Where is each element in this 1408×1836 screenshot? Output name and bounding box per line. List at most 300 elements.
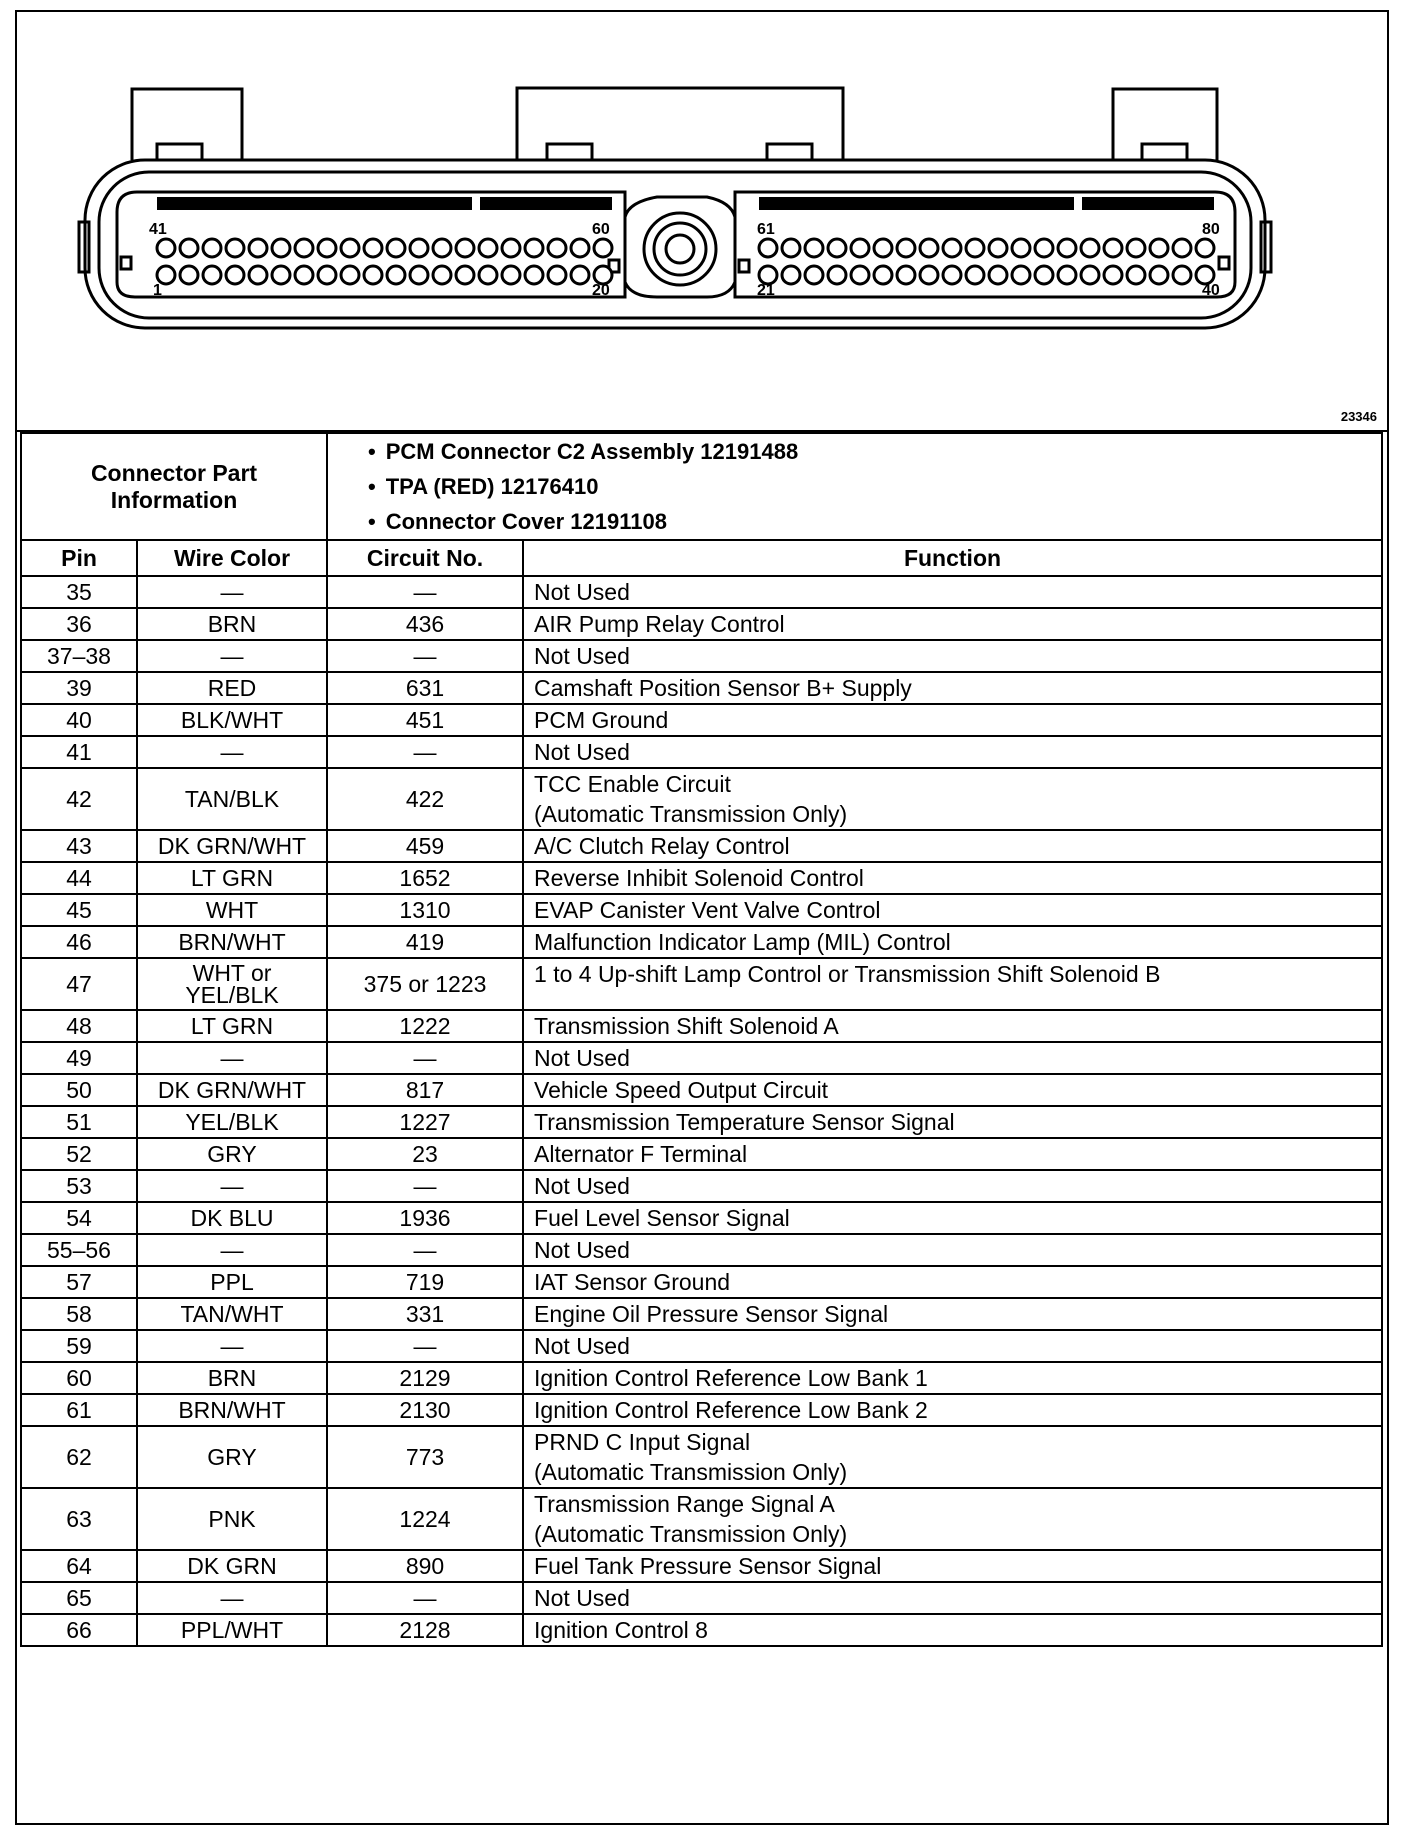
- pin-hole: [318, 266, 336, 284]
- pin-hole: [272, 239, 290, 257]
- connector-info-row: [21, 433, 1382, 540]
- function-line: (Automatic Transmission Only): [534, 801, 848, 827]
- circuit-cell: —: [327, 1582, 523, 1614]
- wire-color-line: BRN: [207, 1365, 257, 1391]
- pin-hole: [1104, 239, 1122, 257]
- wire-color-line: DK BLU: [190, 1205, 274, 1231]
- function-cell: [523, 1362, 1382, 1394]
- pin-cell: 41: [21, 736, 137, 768]
- table-row: [21, 640, 1382, 672]
- pin-cell: 66: [21, 1614, 137, 1646]
- pin-hole: [782, 239, 800, 257]
- table-row: [21, 704, 1382, 736]
- function-line: Not Used: [534, 579, 630, 605]
- wire-color-cell: [137, 1202, 327, 1234]
- wire-color-line: YEL/BLK: [185, 982, 279, 1008]
- function-line: Not Used: [534, 1237, 630, 1263]
- pin-cell: 45: [21, 894, 137, 926]
- pin-label-40: 40: [1202, 282, 1220, 299]
- pin-hole: [966, 266, 984, 284]
- circuit-cell: 817: [327, 1074, 523, 1106]
- column-header-circuit: Circuit No.: [327, 540, 523, 576]
- pin-cell: 61: [21, 1394, 137, 1426]
- connector-diagram: [17, 12, 1387, 432]
- connector-pinout-table: [20, 432, 1383, 1647]
- pin-hole: [226, 266, 244, 284]
- pin-hole: [456, 266, 474, 284]
- circuit-cell: 419: [327, 926, 523, 958]
- pin-label-61: 61: [757, 221, 775, 238]
- table-row: [21, 1138, 1382, 1170]
- pin-cell: 44: [21, 862, 137, 894]
- circuit-cell: 890: [327, 1550, 523, 1582]
- pin-hole: [295, 239, 313, 257]
- function-cell: [523, 894, 1382, 926]
- pin-hole: [1035, 239, 1053, 257]
- pin-cell: 48: [21, 1010, 137, 1042]
- table-row: [21, 1106, 1382, 1138]
- pin-hole: [1150, 266, 1168, 284]
- circuit-cell: 1227: [327, 1106, 523, 1138]
- pin-hole: [203, 266, 221, 284]
- function-cell: [523, 672, 1382, 704]
- pin-label-1: 1: [153, 282, 162, 299]
- table-row: [21, 1298, 1382, 1330]
- pin-hole: [249, 266, 267, 284]
- pin-hole: [364, 266, 382, 284]
- pin-hole: [920, 266, 938, 284]
- function-line: Not Used: [534, 1333, 630, 1359]
- pin-hole: [203, 239, 221, 257]
- function-line: Fuel Level Sensor Signal: [534, 1205, 790, 1231]
- function-cell: [523, 830, 1382, 862]
- wire-color-line: PNK: [208, 1506, 256, 1532]
- pin-hole: [1035, 266, 1053, 284]
- circuit-cell: 1936: [327, 1202, 523, 1234]
- pin-cell: 58: [21, 1298, 137, 1330]
- pin-hole: [479, 266, 497, 284]
- function-cell: [523, 1550, 1382, 1582]
- function-cell: [523, 1010, 1382, 1042]
- pin-hole: [341, 266, 359, 284]
- wire-color-line: WHT: [205, 897, 259, 923]
- function-cell: [523, 1234, 1382, 1266]
- pin-hole: [1196, 239, 1214, 257]
- wire-color-line: WHT or: [192, 960, 272, 986]
- circuit-cell: 422: [327, 768, 523, 830]
- wire-color-line: —: [220, 1173, 244, 1199]
- table-row: [21, 1614, 1382, 1646]
- pin-label-41: 41: [149, 221, 167, 238]
- pin-hole: [1081, 239, 1099, 257]
- function-cell: [523, 640, 1382, 672]
- pin-cell: 55–56: [21, 1234, 137, 1266]
- pin-hole: [548, 266, 566, 284]
- wire-color-cell: [137, 830, 327, 862]
- pin-hole: [1081, 266, 1099, 284]
- pin-hole: [759, 239, 777, 257]
- pin-cell: 36: [21, 608, 137, 640]
- pin-cell: 47: [21, 958, 137, 1010]
- wire-color-cell: [137, 640, 327, 672]
- wire-color-line: PPL/WHT: [180, 1617, 284, 1643]
- wire-color-cell: [137, 926, 327, 958]
- pinout-rows: [21, 576, 1382, 1646]
- function-line: Not Used: [534, 643, 630, 669]
- circuit-cell: 1224: [327, 1488, 523, 1550]
- pin-hole: [1012, 239, 1030, 257]
- table-row: [21, 1362, 1382, 1394]
- circuit-cell: 1310: [327, 894, 523, 926]
- pin-hole: [782, 266, 800, 284]
- wire-color-line: TAN/BLK: [184, 786, 280, 812]
- function-cell: [523, 576, 1382, 608]
- wire-color-cell: [137, 768, 327, 830]
- connector-info-item: • PCM Connector C2 Assembly 12191488: [368, 434, 1371, 469]
- wire-color-line: —: [220, 1585, 244, 1611]
- pin-hole: [410, 266, 428, 284]
- pin-hole: [180, 239, 198, 257]
- wire-color-cell: [137, 1106, 327, 1138]
- circuit-cell: 23: [327, 1138, 523, 1170]
- table-row: [21, 1042, 1382, 1074]
- table-row: [21, 1170, 1382, 1202]
- pin-hole: [1127, 239, 1145, 257]
- pin-hole: [433, 239, 451, 257]
- function-line: Camshaft Position Sensor B+ Supply: [534, 675, 912, 701]
- wire-color-line: RED: [207, 675, 257, 701]
- wire-color-cell: [137, 1582, 327, 1614]
- pin-hole: [456, 239, 474, 257]
- wire-color-line: DK GRN/WHT: [157, 833, 307, 859]
- function-line: Transmission Range Signal A: [534, 1491, 835, 1517]
- pin-cell: 49: [21, 1042, 137, 1074]
- function-line: Malfunction Indicator Lamp (MIL) Control: [534, 929, 951, 955]
- document-sheet: [15, 10, 1389, 1825]
- function-line: Fuel Tank Pressure Sensor Signal: [534, 1553, 882, 1579]
- connector-info-list: [327, 433, 1382, 540]
- pin-cell: 35: [21, 576, 137, 608]
- pin-cell: 62: [21, 1426, 137, 1488]
- wire-color-cell: [137, 1362, 327, 1394]
- pin-hole: [1150, 239, 1168, 257]
- wire-color-cell: [137, 1488, 327, 1550]
- function-line: Not Used: [534, 1173, 630, 1199]
- circuit-cell: —: [327, 640, 523, 672]
- wire-color-cell: [137, 1550, 327, 1582]
- pin-cell: 39: [21, 672, 137, 704]
- function-line: Not Used: [534, 1585, 630, 1611]
- pin-label-80: 80: [1202, 221, 1220, 238]
- table-row: [21, 736, 1382, 768]
- function-line: Not Used: [534, 1045, 630, 1071]
- pin-cell: 52: [21, 1138, 137, 1170]
- wire-color-cell: [137, 1394, 327, 1426]
- function-line: Transmission Shift Solenoid A: [534, 1013, 839, 1039]
- connector-info-item: • Connector Cover 12191108: [368, 504, 1371, 539]
- function-line: Reverse Inhibit Solenoid Control: [534, 865, 864, 891]
- function-line: Vehicle Speed Output Circuit: [534, 1077, 829, 1103]
- function-cell: [523, 608, 1382, 640]
- function-line: Not Used: [534, 739, 630, 765]
- column-header-wire-color: Wire Color: [137, 540, 327, 576]
- pin-cell: 43: [21, 830, 137, 862]
- function-line: (Automatic Transmission Only): [534, 1459, 848, 1485]
- wire-color-cell: [137, 1010, 327, 1042]
- wire-color-line: BRN/WHT: [178, 929, 286, 955]
- pin-label-60: 60: [592, 221, 610, 238]
- pin-hole: [943, 266, 961, 284]
- pin-hole: [851, 239, 869, 257]
- circuit-cell: —: [327, 736, 523, 768]
- connector-info-label: [21, 433, 327, 540]
- wire-color-cell: [137, 1170, 327, 1202]
- function-line: A/C Clutch Relay Control: [534, 833, 790, 859]
- pin-label-20: 20: [592, 282, 610, 299]
- function-line: PCM Ground: [534, 707, 669, 733]
- pin-cell: 50: [21, 1074, 137, 1106]
- table-row: [21, 1394, 1382, 1426]
- pin-hole: [1058, 239, 1076, 257]
- pin-hole: [571, 239, 589, 257]
- pin-cell: 64: [21, 1550, 137, 1582]
- wire-color-cell: [137, 1266, 327, 1298]
- pin-hole: [548, 239, 566, 257]
- wire-color-line: —: [220, 579, 244, 605]
- function-cell: [523, 1138, 1382, 1170]
- pin-hole: [920, 239, 938, 257]
- pin-hole: [897, 266, 915, 284]
- pin-hole: [1127, 266, 1145, 284]
- table-row: [21, 958, 1382, 1010]
- function-line: (Automatic Transmission Only): [534, 1521, 848, 1547]
- wire-color-cell: [137, 1074, 327, 1106]
- circuit-cell: 2128: [327, 1614, 523, 1646]
- wire-color-line: LT GRN: [190, 865, 274, 891]
- wire-color-cell: [137, 1426, 327, 1488]
- pcm-connector-drawing: [17, 12, 1387, 430]
- wire-color-cell: [137, 1614, 327, 1646]
- wire-color-cell: [137, 736, 327, 768]
- function-cell: [523, 1106, 1382, 1138]
- pin-hole: [1058, 266, 1076, 284]
- pin-cell: 60: [21, 1362, 137, 1394]
- function-line: Ignition Control 8: [534, 1617, 708, 1643]
- function-cell: [523, 736, 1382, 768]
- function-line: Alternator F Terminal: [534, 1141, 748, 1167]
- wire-color-cell: [137, 704, 327, 736]
- table-row: [21, 672, 1382, 704]
- wire-color-line: BLK/WHT: [180, 707, 284, 733]
- function-line: EVAP Canister Vent Valve Control: [534, 897, 881, 923]
- connector-info-item: • TPA (RED) 12176410: [368, 469, 1371, 504]
- wire-color-line: BRN: [207, 611, 257, 637]
- function-cell: [523, 1330, 1382, 1362]
- table-row: [21, 830, 1382, 862]
- pin-hole: [943, 239, 961, 257]
- function-cell: [523, 1582, 1382, 1614]
- pin-cell: 63: [21, 1488, 137, 1550]
- pin-hole: [1173, 266, 1191, 284]
- wire-color-cell: [137, 958, 327, 1010]
- pin-hole: [180, 266, 198, 284]
- circuit-cell: 375 or 1223: [327, 958, 523, 1010]
- circuit-cell: 459: [327, 830, 523, 862]
- circuit-cell: —: [327, 1234, 523, 1266]
- table-row: [21, 1488, 1382, 1550]
- pin-hole: [1173, 239, 1191, 257]
- pin-hole: [272, 266, 290, 284]
- wire-color-line: —: [220, 1237, 244, 1263]
- wire-color-line: DK GRN/WHT: [157, 1077, 307, 1103]
- circuit-cell: 631: [327, 672, 523, 704]
- column-header-function: Function: [523, 540, 1382, 576]
- wire-color-line: DK GRN: [187, 1553, 277, 1579]
- pin-hole: [897, 239, 915, 257]
- pin-hole: [805, 266, 823, 284]
- function-cell: [523, 1170, 1382, 1202]
- wire-color-line: PPL: [210, 1269, 254, 1295]
- wire-color-line: TAN/WHT: [180, 1301, 284, 1327]
- circuit-cell: 436: [327, 608, 523, 640]
- pin-hole: [989, 239, 1007, 257]
- function-line: AIR Pump Relay Control: [534, 611, 785, 637]
- pin-cell: 51: [21, 1106, 137, 1138]
- pin-hole: [318, 239, 336, 257]
- wire-color-cell: [137, 1330, 327, 1362]
- pin-hole: [249, 239, 267, 257]
- pin-hole: [479, 239, 497, 257]
- function-cell: [523, 1614, 1382, 1646]
- pin-hole: [502, 239, 520, 257]
- pin-label-21: 21: [757, 282, 775, 299]
- circuit-cell: 719: [327, 1266, 523, 1298]
- function-cell: [523, 926, 1382, 958]
- circuit-cell: —: [327, 1170, 523, 1202]
- function-cell: [523, 1266, 1382, 1298]
- pin-hole: [502, 266, 520, 284]
- table-row: [21, 1582, 1382, 1614]
- pin-hole: [433, 266, 451, 284]
- pin-hole: [966, 239, 984, 257]
- pin-hole: [341, 239, 359, 257]
- pin-cell: 40: [21, 704, 137, 736]
- wire-color-line: —: [220, 1045, 244, 1071]
- pin-hole: [387, 266, 405, 284]
- table-row: [21, 1266, 1382, 1298]
- function-cell: [523, 704, 1382, 736]
- function-line: Ignition Control Reference Low Bank 1: [534, 1365, 928, 1391]
- table-row: [21, 1330, 1382, 1362]
- table-row: [21, 1010, 1382, 1042]
- pin-hole: [805, 239, 823, 257]
- function-cell: [523, 1426, 1382, 1488]
- wire-color-line: GRY: [207, 1444, 257, 1470]
- pin-hole: [1104, 266, 1122, 284]
- pin-cell: 53: [21, 1170, 137, 1202]
- function-cell: [523, 1298, 1382, 1330]
- table-row: [21, 1426, 1382, 1488]
- pin-hole: [989, 266, 1007, 284]
- function-line: Transmission Temperature Sensor Signal: [534, 1109, 955, 1135]
- wire-color-line: —: [220, 643, 244, 669]
- wire-color-line: GRY: [207, 1141, 257, 1167]
- pin-cell: 46: [21, 926, 137, 958]
- function-cell: [523, 958, 1382, 1010]
- function-cell: [523, 768, 1382, 830]
- function-cell: [523, 1488, 1382, 1550]
- pin-hole: [226, 239, 244, 257]
- table-row: [21, 1550, 1382, 1582]
- pin-cell: 54: [21, 1202, 137, 1234]
- table-row: [21, 862, 1382, 894]
- pin-hole: [525, 239, 543, 257]
- pin-hole: [364, 239, 382, 257]
- wire-color-cell: [137, 576, 327, 608]
- pin-cell: 57: [21, 1266, 137, 1298]
- table-row: [21, 1234, 1382, 1266]
- pin-hole: [571, 266, 589, 284]
- pin-hole: [157, 239, 175, 257]
- wire-color-line: —: [220, 1333, 244, 1359]
- wire-color-cell: [137, 894, 327, 926]
- pin-cell: 65: [21, 1582, 137, 1614]
- pin-hole: [874, 266, 892, 284]
- function-cell: [523, 862, 1382, 894]
- function-line: TCC Enable Circuit: [534, 771, 731, 797]
- pin-hole: [410, 239, 428, 257]
- table-header-row: [21, 540, 1382, 576]
- pin-hole: [295, 266, 313, 284]
- pin-hole: [594, 239, 612, 257]
- function-cell: [523, 1074, 1382, 1106]
- circuit-cell: 1652: [327, 862, 523, 894]
- table-row: [21, 608, 1382, 640]
- table-row: [21, 1202, 1382, 1234]
- table-row: [21, 894, 1382, 926]
- circuit-cell: 1222: [327, 1010, 523, 1042]
- figure-id: 23346: [1340, 409, 1377, 424]
- wire-color-cell: [137, 1234, 327, 1266]
- wire-color-cell: [137, 1042, 327, 1074]
- pin-hole: [874, 239, 892, 257]
- table-row: [21, 926, 1382, 958]
- wire-color-cell: [137, 608, 327, 640]
- pin-hole: [525, 266, 543, 284]
- wire-color-cell: [137, 1298, 327, 1330]
- circuit-cell: —: [327, 576, 523, 608]
- wire-color-line: LT GRN: [190, 1013, 274, 1039]
- circuit-cell: 451: [327, 704, 523, 736]
- circuit-cell: 2130: [327, 1394, 523, 1426]
- function-line: Ignition Control Reference Low Bank 2: [534, 1397, 928, 1423]
- wire-color-cell: [137, 672, 327, 704]
- column-header-pin: Pin: [21, 540, 137, 576]
- table-row: [21, 576, 1382, 608]
- pin-hole: [387, 239, 405, 257]
- function-cell: [523, 1202, 1382, 1234]
- circuit-cell: —: [327, 1042, 523, 1074]
- wire-color-cell: [137, 862, 327, 894]
- wire-color-line: —: [220, 739, 244, 765]
- pin-cell: 37–38: [21, 640, 137, 672]
- wire-color-line: BRN/WHT: [178, 1397, 286, 1423]
- table-row: [21, 768, 1382, 830]
- circuit-cell: 773: [327, 1426, 523, 1488]
- pin-hole: [851, 266, 869, 284]
- connector-info-label-line1: Connector Part: [90, 459, 258, 486]
- function-line: PRND C Input Signal: [534, 1429, 751, 1455]
